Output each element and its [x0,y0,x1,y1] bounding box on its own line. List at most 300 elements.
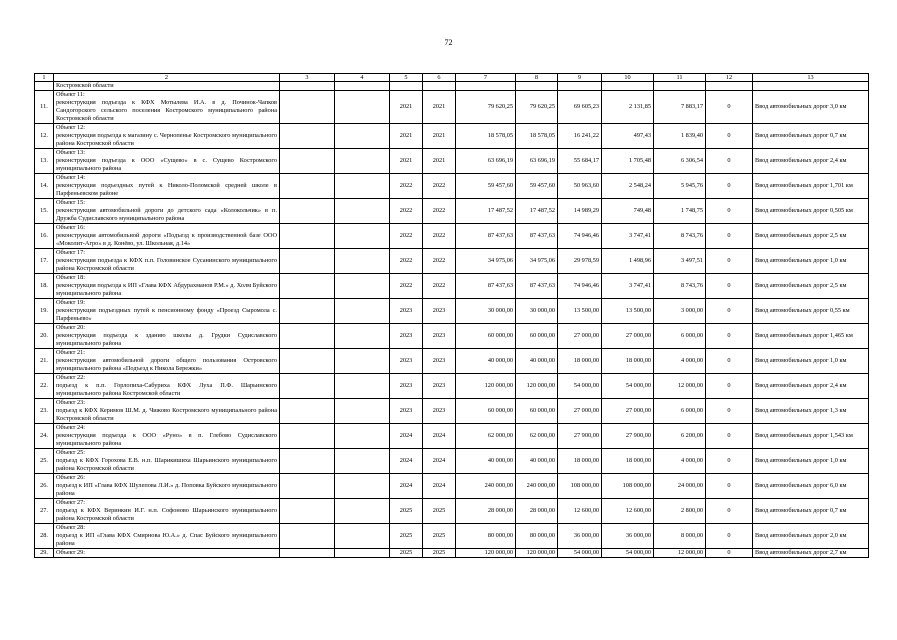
object-description [54,324,280,349]
object-text: реконструкция автомобильной дороги до детского сада «Колокольчик» в п. Дружба Судиславского муниципального района [56,207,277,222]
row-number: 16. [35,224,54,249]
cost-col11: 8 743,76 [654,274,706,299]
result-text: Ввод автомобильных дорог 1,701 км [753,174,869,199]
cost-col11: 12 000,00 [654,549,706,558]
empty-cell [280,299,335,324]
empty-cell [280,149,335,174]
empty-cell [335,499,390,524]
total-cost: 87 437,63 [456,224,516,249]
cost-col12: 0 [706,499,753,524]
empty-cell [516,82,558,91]
cost-col8: 87 437,63 [516,224,558,249]
row-number: 13. [35,149,54,174]
empty-cell [335,524,390,549]
table-row [35,224,869,249]
header-cell: 9 [558,74,602,82]
object-label: Объект 14: [56,174,85,181]
start-year: 2022 [390,249,423,274]
start-year: 2025 [390,549,423,558]
cost-col9: 12 600,00 [558,499,602,524]
cost-col11: 6 306,54 [654,149,706,174]
empty-cell [280,324,335,349]
header-cell: 8 [516,74,558,82]
header-cell: 5 [390,74,423,82]
cost-col9: 18 000,00 [558,449,602,474]
end-year: 2021 [423,149,456,174]
cost-col12: 0 [706,199,753,224]
object-description [54,549,280,558]
empty-cell [335,124,390,149]
start-year: 2023 [390,349,423,374]
object-description [54,474,280,499]
cost-col12: 0 [706,91,753,124]
cost-col11: 24 000,00 [654,474,706,499]
object-label: Объект 20: [56,324,85,331]
end-year: 2023 [423,399,456,424]
end-year: 2022 [423,274,456,299]
object-label: Объект 24: [56,424,85,431]
cost-col9: 18 000,00 [558,349,602,374]
object-description [54,174,280,199]
object-label: Объект 23: [56,399,85,406]
cost-col11: 4 000,00 [654,349,706,374]
cost-col10: 2 131,85 [602,91,654,124]
object-label: Объект 12: [56,124,85,131]
empty-cell [280,174,335,199]
result-text: Ввод автомобильных дорог 3,0 км [753,91,869,124]
object-description [54,349,280,374]
table-row [35,174,869,199]
empty-cell [280,374,335,399]
table-row [35,349,869,374]
row-number: 28. [35,524,54,549]
object-label: Объект 17: [56,249,85,256]
cost-col9: 69 605,23 [558,91,602,124]
end-year: 2023 [423,374,456,399]
cost-col10: 2 548,24 [602,174,654,199]
cost-col9: 16 241,22 [558,124,602,149]
empty-cell [335,199,390,224]
empty-cell [335,549,390,558]
cost-col12: 0 [706,349,753,374]
object-text: подъезд к п.п. Горлопиха-Сабурихa КФХ Луха П.Ф. Шарьинского муниципального района Костромской области [56,382,277,397]
result-text: Ввод автомобильных дорог 0,7 км [753,499,869,524]
row-number: 29. [35,549,54,558]
row-number: 19. [35,299,54,324]
end-year: 2023 [423,324,456,349]
start-year: 2023 [390,299,423,324]
cost-col11: 6 200,00 [654,424,706,449]
start-year: 2024 [390,424,423,449]
result-text: Ввод автомобильных дорог 2,4 км [753,149,869,174]
cost-col9: 54 000,00 [558,549,602,558]
cost-col8: 40 000,00 [516,349,558,374]
empty-cell [335,91,390,124]
cost-col12: 0 [706,424,753,449]
result-text: Ввод автомобильных дорог 2,5 км [753,274,869,299]
cost-col11: 5 945,76 [654,174,706,199]
cost-col12: 0 [706,249,753,274]
object-label: Объект 21: [56,349,85,356]
result-text: Ввод автомобильных дорог 0,7 км [753,124,869,149]
row-number: 18. [35,274,54,299]
page-number: 72 [444,38,453,47]
object-text: реконструкция подъезда к зданию школы д. Грудки Судиславского муниципального района [56,332,277,347]
total-cost: 40 000,00 [456,449,516,474]
result-text: Ввод автомобильных дорог 2,7 км [753,549,869,558]
table-row [35,124,869,149]
cost-col11: 4 000,00 [654,449,706,474]
empty-cell [280,91,335,124]
row-number: 24. [35,424,54,449]
result-text: Ввод автомобильных дорог 1,0 км [753,249,869,274]
result-text: Ввод автомобильных дорог 6,0 км [753,474,869,499]
start-year: 2023 [390,399,423,424]
result-text: Ввод автомобильных дорог 2,0 км [753,524,869,549]
total-cost: 59 457,60 [456,174,516,199]
table-row [35,524,869,549]
row-number: 22. [35,374,54,399]
end-year: 2021 [423,91,456,124]
end-year: 2024 [423,474,456,499]
object-text: реконструкция подъездных путей к Николо-Поломской средней школе в Парфеньевском районе [56,182,277,197]
empty-cell [706,82,753,91]
start-year: 2024 [390,449,423,474]
empty-cell [280,524,335,549]
object-text: подъезд к КФХ Керимов Ш.М. д. Чижово Костромского муниципального района Костромской области [56,407,277,422]
start-year: 2021 [390,149,423,174]
end-year: 2023 [423,349,456,374]
object-label: Объект 11: [56,91,85,98]
cost-col12: 0 [706,474,753,499]
cost-col10: 108 000,00 [602,474,654,499]
cost-col8: 240 000,00 [516,474,558,499]
cost-col11: 3 497,51 [654,249,706,274]
object-description [54,199,280,224]
object-text: реконструкция подъезда к ООО «Руно» в п. Глебово Судиславского муниципального района [56,432,277,447]
cost-col9: 50 963,60 [558,174,602,199]
cost-col10: 1 705,48 [602,149,654,174]
cost-col10: 27 000,00 [602,399,654,424]
cost-col8: 28 000,00 [516,499,558,524]
result-text: Ввод автомобильных дорог 2,4 км [753,374,869,399]
object-text: подъезд к КФХ Веринкин И.Г. н.п. Софоново Шарьинского муниципального района Костромской области [56,507,277,522]
object-label: Объект 13: [56,149,85,156]
cost-col9: 74 946,46 [558,274,602,299]
cost-col10: 54 000,00 [602,549,654,558]
empty-cell [280,424,335,449]
result-text: Ввод автомобильных дорог 0,505 км [753,199,869,224]
table-row [35,199,869,224]
row-number: 11. [35,91,54,124]
cost-col12: 0 [706,374,753,399]
row-number: 20. [35,324,54,349]
start-year: 2021 [390,124,423,149]
object-text: подъезд к КФХ Горохова Е.В. н.п. Шарикишиха Шарьинского муниципального района Костромской области [56,457,277,472]
cost-col12: 0 [706,224,753,249]
object-label: Объект 19: [56,299,85,306]
carry-over-row [35,82,869,91]
cost-col10: 1 498,96 [602,249,654,274]
table-row [35,424,869,449]
cost-col10: 497,43 [602,124,654,149]
object-description [54,124,280,149]
object-description [54,499,280,524]
cost-col11: 6 000,00 [654,399,706,424]
start-year: 2024 [390,474,423,499]
table-body [35,74,869,558]
cost-col12: 0 [706,449,753,474]
object-text: реконструкция автомобильной дороги «Подъезд к производственной базе ООО «Моколит-Агро» в д. Конёво, ул. Школьная, д.14» [56,232,277,247]
object-text: подъезд к ИП «Глава КФХ Шулепова Л.И.» д. Поповка Буйского муниципального района [56,482,277,497]
row-number: 26. [35,474,54,499]
cost-col11: 7 883,17 [654,91,706,124]
object-text: реконструкция подъезда к ООО «Сущево» в с. Сущево Костромского муниципального района [56,157,277,172]
result-text: Ввод автомобильных дорог 1,0 км [753,449,869,474]
cost-col8: 30 000,00 [516,299,558,324]
start-year: 2025 [390,499,423,524]
cost-col9: 74 946,46 [558,224,602,249]
cost-col9: 55 684,17 [558,149,602,174]
object-text: реконструкция подъезда к КФХ Мотылева И.А. в д. Починок-Чапков Сандогорского сельского поселения Костромского муниципального района Костромской области [56,99,277,122]
header-cell: 2 [54,74,280,82]
cost-col10: 3 747,41 [602,224,654,249]
header-cell: 4 [335,74,390,82]
object-label: Объект 27: [56,499,85,506]
cost-col8: 60 000,00 [516,324,558,349]
cost-col9: 27 900,00 [558,424,602,449]
object-description [54,424,280,449]
row-number: 14. [35,174,54,199]
empty-cell [280,224,335,249]
row-number: 15. [35,199,54,224]
start-year: 2022 [390,274,423,299]
cost-col10: 18 000,00 [602,449,654,474]
empty-cell [280,199,335,224]
end-year: 2022 [423,199,456,224]
result-text: Ввод автомобильных дорог 1,3 км [753,399,869,424]
object-description [54,524,280,549]
total-cost: 60 000,00 [456,324,516,349]
header-row [35,74,869,82]
row-number: 17. [35,249,54,274]
total-cost: 60 000,00 [456,399,516,424]
cost-col8: 63 696,19 [516,149,558,174]
empty-cell [335,149,390,174]
cost-col11: 2 800,00 [654,499,706,524]
empty-cell [280,474,335,499]
object-description [54,91,280,124]
object-description [54,274,280,299]
empty-cell [602,82,654,91]
start-year: 2022 [390,174,423,199]
total-cost: 34 975,06 [456,249,516,274]
cost-col9: 27 000,00 [558,399,602,424]
result-text: Ввод автомобильных дорог 1,465 км [753,324,869,349]
end-year: 2025 [423,499,456,524]
object-description [54,299,280,324]
cost-col8: 59 457,60 [516,174,558,199]
cost-col8: 34 975,06 [516,249,558,274]
cost-col8: 17 487,52 [516,199,558,224]
cost-col10: 13 500,00 [602,299,654,324]
cost-col8: 120 000,00 [516,374,558,399]
header-cell: 10 [602,74,654,82]
cost-col10: 12 600,00 [602,499,654,524]
table-row [35,91,869,124]
start-year: 2021 [390,91,423,124]
cost-col11: 1 839,40 [654,124,706,149]
cost-col9: 14 989,29 [558,199,602,224]
end-year: 2024 [423,424,456,449]
cost-col11: 3 000,00 [654,299,706,324]
cost-col8: 79 620,25 [516,91,558,124]
total-cost: 120 000,00 [456,549,516,558]
object-text: реконструкция подъезда к ИП «Глава КФХ Абдурахманов Р.М.» д. Холм Буйского муниципального района [56,282,277,297]
object-description [54,149,280,174]
header-cell: 6 [423,74,456,82]
cost-col9: 27 000,00 [558,324,602,349]
object-description [54,399,280,424]
table-row [35,299,869,324]
empty-cell [335,374,390,399]
object-label: Объект 29: [56,549,85,556]
object-text: подъезд к ИП «Глава КФХ Смирнова Ю.А.» д. Спас Буйского муниципального района [56,532,277,547]
table-row [35,149,869,174]
empty-cell [35,82,54,91]
empty-cell [390,82,423,91]
cost-col12: 0 [706,549,753,558]
cost-col11: 6 000,00 [654,324,706,349]
start-year: 2022 [390,199,423,224]
start-year: 2022 [390,224,423,249]
end-year: 2024 [423,449,456,474]
result-text: Ввод автомобильных дорог 0,55 км [753,299,869,324]
empty-cell [335,424,390,449]
empty-cell [423,82,456,91]
table-row [35,274,869,299]
cost-col12: 0 [706,124,753,149]
cost-col8: 87 437,63 [516,274,558,299]
empty-cell [280,349,335,374]
total-cost: 18 578,05 [456,124,516,149]
object-text: реконструкция автомобильной дороги общего пользования Островского муниципального района «Подъезд к Никола Бережки» [56,357,277,372]
end-year: 2025 [423,524,456,549]
object-text: реконструкция подъезда к КФХ п.п. Головинское Сусанинского муниципального района Костромской области [56,257,277,272]
object-label: Объект 15: [56,199,85,206]
cost-col10: 27 900,00 [602,424,654,449]
total-cost: 87 437,63 [456,274,516,299]
object-description [54,374,280,399]
cost-col11: 1 748,75 [654,199,706,224]
row-number: 25. [35,449,54,474]
cost-col9: 108 000,00 [558,474,602,499]
cost-col10: 18 000,00 [602,349,654,374]
object-label: Объект 28: [56,524,85,531]
end-year: 2022 [423,249,456,274]
total-cost: 80 000,00 [456,524,516,549]
object-label: Объект 25: [56,449,85,456]
empty-cell [654,82,706,91]
table-row [35,449,869,474]
header-cell: 1 [35,74,54,82]
result-text: Ввод автомобильных дорог 1,0 км [753,349,869,374]
cost-col8: 80 000,00 [516,524,558,549]
cost-col8: 40 000,00 [516,449,558,474]
header-cell: 7 [456,74,516,82]
row-number: 27. [35,499,54,524]
empty-cell [280,249,335,274]
cost-col12: 0 [706,149,753,174]
object-label: Объект 16: [56,224,85,231]
table-row [35,499,869,524]
end-year: 2022 [423,224,456,249]
total-cost: 28 000,00 [456,499,516,524]
cost-col11: 12 000,00 [654,374,706,399]
result-text: Ввод автомобильных дорог 1,543 км [753,424,869,449]
header-cell: 12 [706,74,753,82]
empty-cell [753,82,869,91]
table-row [35,249,869,274]
header-cell: 11 [654,74,706,82]
header-cell: 3 [280,74,335,82]
cost-col9: 36 000,00 [558,524,602,549]
end-year: 2022 [423,174,456,199]
cost-col10: 749,48 [602,199,654,224]
empty-cell [280,274,335,299]
start-year: 2025 [390,524,423,549]
row-number: 23. [35,399,54,424]
cost-col8: 60 000,00 [516,399,558,424]
header-cell: 13 [753,74,869,82]
object-text: реконструкция подъезда к магазину с. Чернопенье Костромского муниципального района Костромской области [56,132,277,147]
empty-cell [280,124,335,149]
end-year: 2025 [423,549,456,558]
cost-col8: 120 000,00 [516,549,558,558]
total-cost: 79 620,25 [456,91,516,124]
cost-col10: 36 000,00 [602,524,654,549]
object-label: Объект 18: [56,274,85,281]
empty-cell [280,499,335,524]
cost-col12: 0 [706,324,753,349]
cost-col11: 8 743,76 [654,224,706,249]
cost-col10: 54 000,00 [602,374,654,399]
cost-col12: 0 [706,399,753,424]
object-description [54,249,280,274]
total-cost: 40 000,00 [456,349,516,374]
empty-cell [335,299,390,324]
cost-col11: 8 000,00 [654,524,706,549]
cost-col10: 27 000,00 [602,324,654,349]
empty-cell [335,324,390,349]
end-year: 2021 [423,124,456,149]
empty-cell [558,82,602,91]
empty-cell [280,82,335,91]
cost-col9: 13 500,00 [558,299,602,324]
cost-col9: 54 000,00 [558,374,602,399]
object-description [54,224,280,249]
total-cost: 30 000,00 [456,299,516,324]
total-cost: 62 000,00 [456,424,516,449]
empty-cell [335,274,390,299]
total-cost: 17 487,52 [456,199,516,224]
start-year: 2023 [390,374,423,399]
empty-cell [280,399,335,424]
total-cost: 120 000,00 [456,374,516,399]
empty-cell [335,474,390,499]
cost-col10: 3 747,41 [602,274,654,299]
empty-cell [335,224,390,249]
